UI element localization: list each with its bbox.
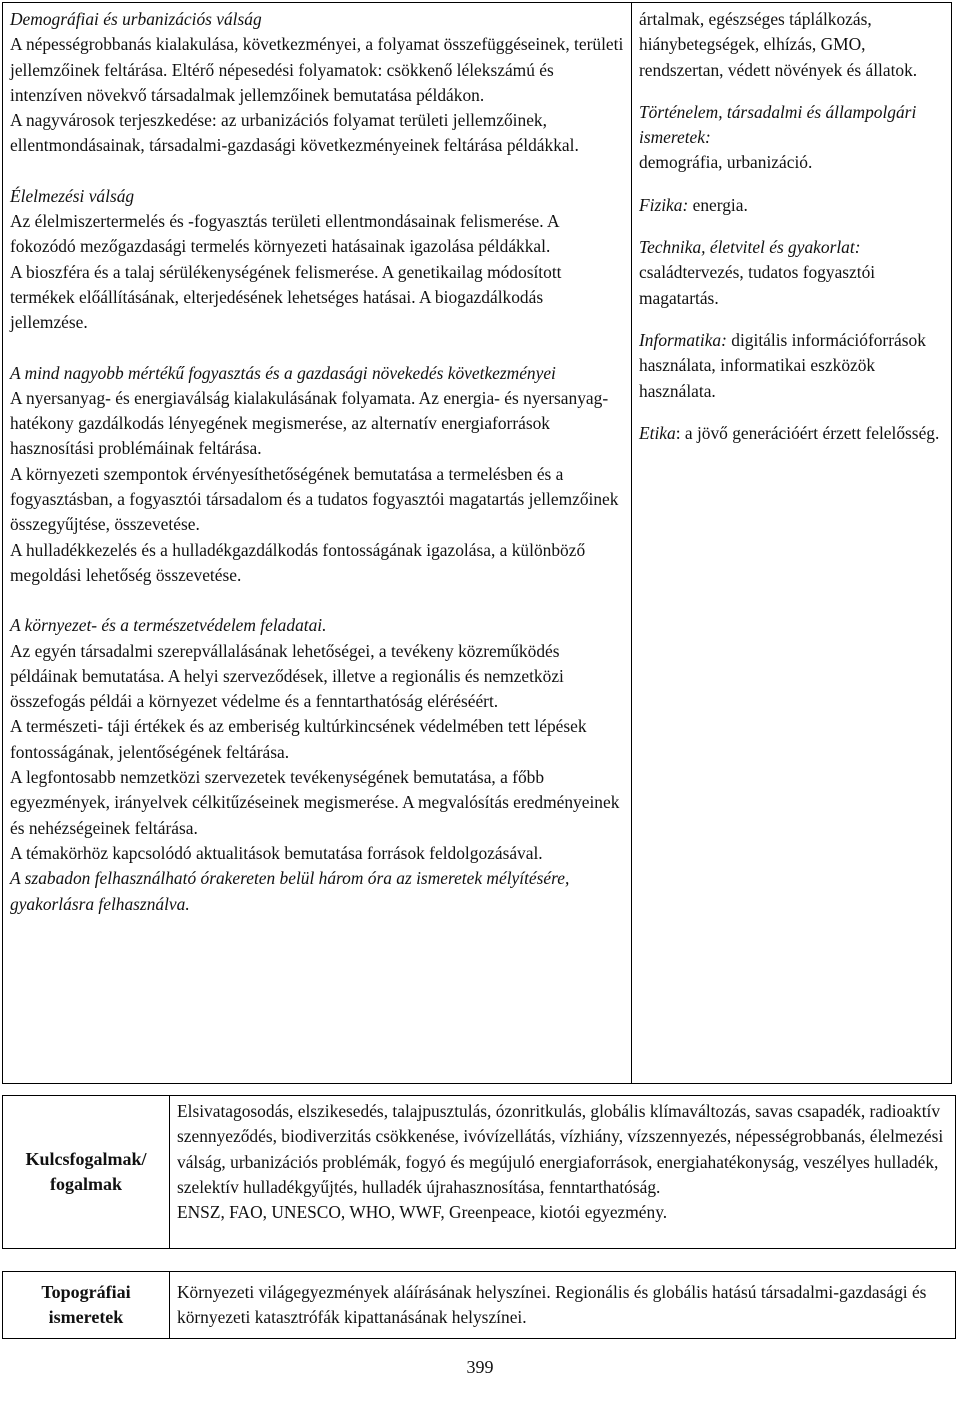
- paragraph: A témakörhöz kapcsolódó aktualitások bemutatása források feldolgozásával.: [10, 842, 543, 863]
- subject-label: Történelem, társadalmi és állampolgári ismeretek:: [639, 101, 917, 148]
- subject-label: Etika: [639, 422, 676, 443]
- connection-physics: [639, 193, 945, 218]
- page-number: 399: [466, 1357, 494, 1377]
- subject-label: Technika, életvitel és gyakorlat:: [639, 237, 861, 258]
- paragraph: Az élelmiszertermelés és -fogyasztás területi ellentmondásainak felismerése. A fokozódó mezőgazdasági termelés környezeti hatásainak igazolása példákkal.: [10, 211, 559, 257]
- paragraph: A környezeti szempontok érvényesíthetőségének bemutatása a termelésben és a fogyasztásban, a fogyasztói társadalom és a tudatos fogyasztói magatartás jellemzőinek összegyűjtése, összevetése.: [10, 463, 619, 535]
- note: A szabadon felhasználható órakereten belül három óra az ismeretek mélyítésére, gyakorlásra felhasználva.: [10, 868, 570, 914]
- subject-text: : a jövő generációért érzett felelősség.: [675, 422, 940, 443]
- subject-text: családtervezés, tudatos fogyasztói magatartás.: [639, 262, 876, 308]
- connection-ethics: [639, 421, 945, 446]
- paragraph: A hulladékkezelés és a hulladékgazdálkodás fontosságának igazolása, a különböző megoldási lehetőség összevetése.: [10, 539, 586, 585]
- section-title-protection: A környezet- és a természetvédelem feladatai.: [10, 615, 327, 636]
- paragraph: A nagyvárosok terjeszkedése: az urbanizációs folyamat területi jellemzőinek, ellentmondásainak, társadalmi-gazdasági következményeinek feltárása példákkal.: [10, 110, 579, 156]
- paragraph: A népességrobbanás kialakulása, következményei, a folyamat összefüggéseinek, területi jellemzőinek feltárása. Eltérő népesedési folyamatok: csökkenő lélekszámú és intenzíven növekvő társadalmak jellemzőinek bemutatása példákon.: [10, 34, 624, 105]
- section-title-food: Élelmezési válság: [10, 185, 135, 206]
- section-title-demographic: Demográfiai és urbanizációs válság: [10, 9, 262, 29]
- connection-technology: [639, 235, 945, 311]
- subject-label: Informatika:: [639, 329, 727, 350]
- key-concepts-terms: Elsivatagosodás, elszikesedés, talajpusztulás, ózonritkulás, globális klímaváltozás, savas csapadék, radioaktív szennyeződés, biodiverzitás csökkenése, ivóvízellátás, vízhiány, vízszennyezés, népességrobbanás, élelmezési válság, urbanizációs problémák, fogyó és megújuló energiaforrások, energiahatékonyság, veszélyes hulladék, szelektív hulladékgyűjtés, hulladék újrahasznosítása, fenntarthatóság.: [177, 1101, 944, 1197]
- paragraph: A legfontosabb nemzetközi szervezetek tevékenységének bemutatása, a főbb egyezmények, irányelvek célkitűzéseinek megismerése. A megvalósítás eredményeinek és nehézségeinek feltárása.: [10, 767, 620, 838]
- connection-history: [639, 100, 945, 176]
- curriculum-table: [2, 2, 952, 1084]
- connections-column: [632, 3, 952, 1084]
- topography-text: Környezeti világegyezmények aláírásának helyszínei. Regionális és globális hatású társadalmi-gazdasági és környezeti katasztrófák kipattanásának helyszínei.: [170, 1272, 956, 1339]
- key-concepts-table: [2, 1095, 956, 1249]
- content-column: [3, 3, 632, 1084]
- connections-intro: ártalmak, egészséges táplálkozás, hiánybetegségek, elhízás, GMO, rendszertan, védett növények és állatok.: [639, 9, 918, 80]
- key-concepts-organizations: ENSZ, FAO, UNESCO, WHO, WWF, Greenpeace, kiotói egyezmény.: [177, 1202, 668, 1223]
- topography-table: [2, 1271, 956, 1339]
- connection-informatics: [639, 328, 945, 404]
- paragraph: Az egyén társadalmi szerepvállalásának lehetőségei, a tevékeny közreműködés példáinak bemutatása. A helyi szerveződések, illetve a regionális és nemzetközi összefogás példái a környezet védelme és a fenntarthatóság eléréséért.: [10, 640, 564, 712]
- subject-label: Fizika:: [639, 194, 689, 215]
- section-title-consumption: A mind nagyobb mértékű fogyasztás és a gazdasági növekedés következményei: [10, 362, 556, 383]
- subject-text: demográfia, urbanizáció.: [639, 152, 813, 173]
- topography-label: Topográfiai ismeretek: [3, 1272, 170, 1339]
- paragraph: A nyersanyag- és energiaválság kialakulásának folyamata. Az energia- és nyersanyag-hatékony gazdálkodás lényegének megismerése, az alternatív energiaforrások hasznosítási problémáinak feltárása.: [10, 387, 609, 459]
- paragraph: A természeti- táji értékek és az emberiség kultúrkincsének védelmében tett lépések fontosságának, jelentőségének feltárása.: [10, 716, 587, 762]
- key-concepts-label: Kulcsfogalmak/ fogalmak: [3, 1096, 170, 1249]
- key-concepts-text: [170, 1096, 956, 1249]
- paragraph: A bioszféra és a talaj sérülékenységének felismerése. A genetikailag módosított termékek előállításának, elterjedésének lehetséges hatásai. A biogazdálkodás jellemzése.: [10, 261, 562, 333]
- subject-text: energia.: [692, 194, 748, 215]
- subject-text: digitális információforrások használata, informatikai eszközök használata.: [639, 329, 926, 401]
